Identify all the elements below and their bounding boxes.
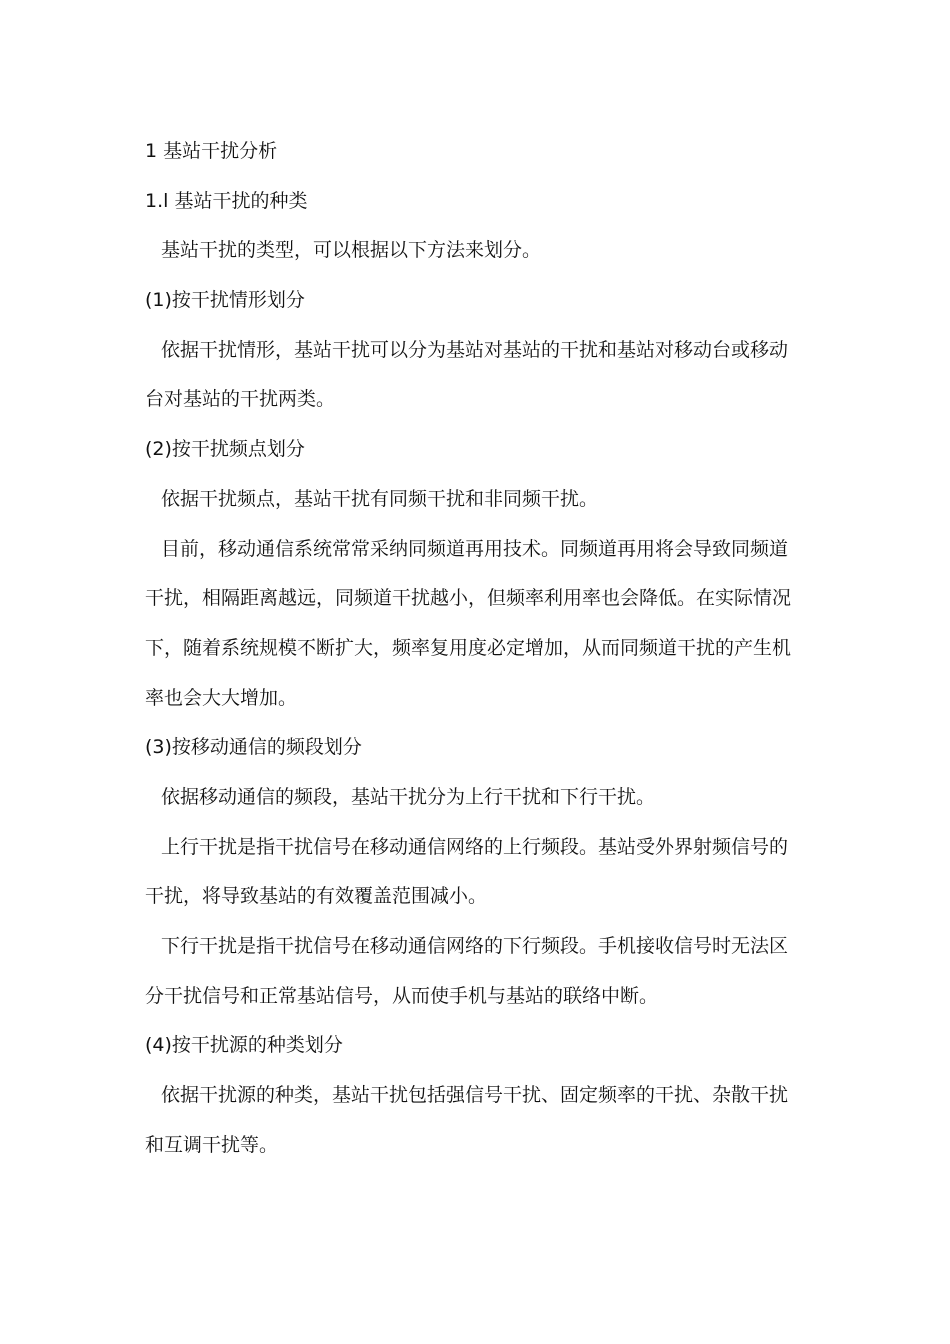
paragraph-line: 目前，移动通信系统常常采纳同频道再用技术。同频道再用将会导致同频道 — [161, 537, 789, 560]
paragraph-line: 干扰，将导致基站的有效覆盖范围减小。 — [145, 885, 488, 908]
list-heading: (3)按移动通信的频段划分 — [145, 736, 362, 759]
document-page — [145, 136, 805, 1179]
paragraph-line: 干扰，相隔距离越远，同频道干扰越小，但频率利用率也会降低。在实际情况 — [145, 587, 792, 610]
subsection-heading: 1.l 基站干扰的种类 — [145, 189, 308, 212]
paragraph-line: 依据干扰源的种类，基站干扰包括强信号干扰、固定频率的干扰、杂散干扰 — [161, 1084, 789, 1107]
section-heading: 1 基站干扰分析 — [145, 140, 278, 162]
list-heading: (1)按干扰情形划分 — [145, 289, 305, 312]
paragraph-line: 下行干扰是指干扰信号在移动通信网络的下行频段。手机接收信号时无法区 — [161, 935, 789, 957]
paragraph-line: 分干扰信号和正常基站信号，从而使手机与基站的联络中断。 — [145, 984, 659, 1007]
paragraph-line: 上行干扰是指干扰信号在移动通信网络的上行频段。基站受外界射频信号的 — [161, 835, 789, 858]
list-heading: (4)按干扰源的种类划分 — [145, 1034, 343, 1057]
paragraph-line: 基站干扰的类型，可以根据以下方法来划分。 — [161, 239, 542, 262]
paragraph-line: 依据移动通信的频段，基站干扰分为上行干扰和下行干扰。 — [161, 785, 656, 808]
paragraph-line: 台对基站的干扰两类。 — [145, 388, 336, 411]
paragraph-line: 依据干扰情形，基站干扰可以分为基站对基站的干扰和基站对移动台或移动 — [161, 338, 789, 361]
list-heading: (2)按干扰频点划分 — [145, 438, 305, 461]
paragraph-line: 下，随着系统规模不断扩大，频率复用度必定增加，从而同频道干扰的产生机 — [145, 636, 792, 659]
paragraph-line: 率也会大大增加。 — [145, 686, 298, 709]
paragraph-line: 依据干扰频点，基站干扰有同频干扰和非同频干扰。 — [161, 487, 599, 510]
paragraph-line: 和互调干扰等。 — [145, 1133, 279, 1156]
